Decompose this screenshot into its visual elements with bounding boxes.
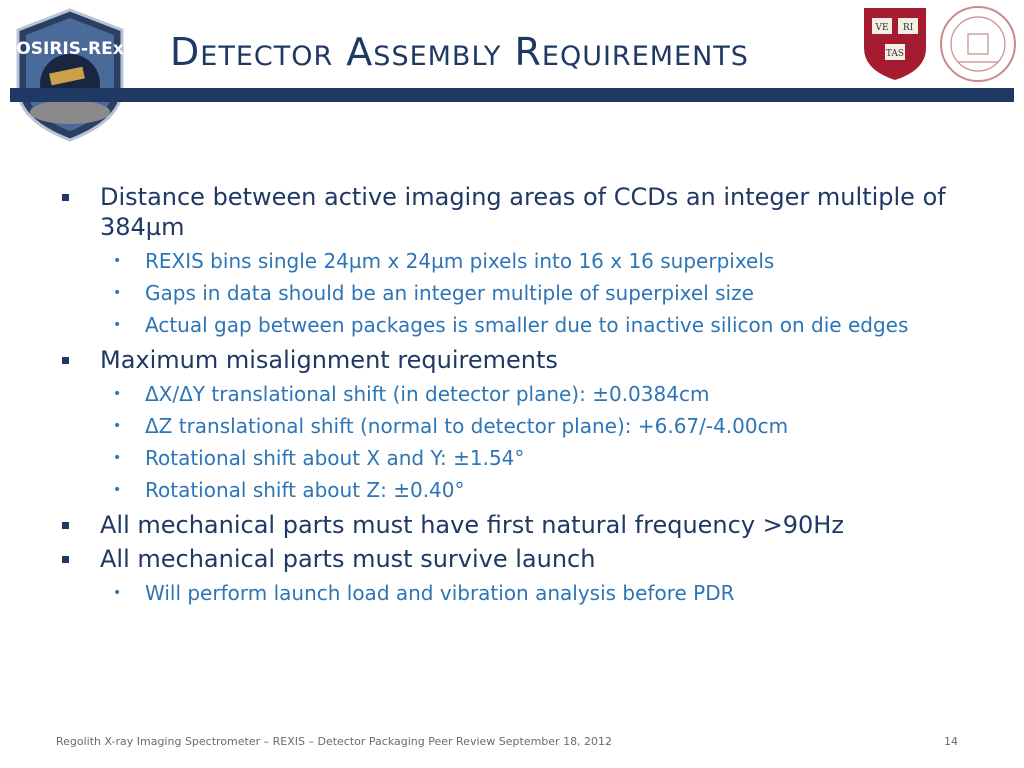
mit-seal-logo: [938, 4, 1018, 84]
page-title: Detector Assembly Requirements: [170, 30, 749, 74]
sub-bullet-2-1: • ΔX/ΔY translational shift (in detector plane): ±0.0384cm: [113, 382, 710, 406]
bullet-3-text: All mechanical parts must have first natural frequency >90Hz: [100, 511, 844, 539]
sub-bullet-1-3: • Actual gap between packages is smaller due to inactive silicon on die edges: [113, 313, 909, 337]
bullet-2: [58, 345, 978, 375]
osiris-rex-logo: [10, 8, 130, 142]
bullet-2-text: Maximum misalignment requirements: [100, 346, 558, 374]
square-bullet-icon: [62, 357, 69, 364]
harvard-ve: VE: [875, 23, 889, 33]
dot-bullet-icon: •: [113, 450, 122, 466]
dot-bullet-icon: •: [113, 285, 122, 301]
bullet-4-text: All mechanical parts must survive launch: [100, 545, 596, 573]
sub-bullet-1-2: • Gaps in data should be an integer multiple of superpixel size: [113, 281, 754, 305]
dot-bullet-icon: •: [113, 585, 122, 601]
square-bullet-icon: [62, 194, 69, 201]
bullet-1-text: Distance between active imaging areas of CCDs an integer multiple of 384µm: [100, 183, 946, 241]
page-number: 14: [944, 735, 958, 748]
sub-bullet-2-2: • ΔZ translational shift (normal to detector plane): +6.67/-4.00cm: [113, 414, 789, 438]
harvard-ri: RI: [902, 23, 914, 33]
square-bullet-icon: [62, 522, 69, 529]
bullet-1: [58, 182, 978, 242]
sub-bullet-2-4: • Rotational shift about Z: ±0.40°: [113, 478, 465, 502]
sub-bullet-4-1: • Will perform launch load and vibration analysis before PDR: [113, 581, 735, 605]
title-bar: [10, 88, 1014, 102]
dot-bullet-icon: •: [113, 386, 122, 402]
sub-bullet-1-1: • REXIS bins single 24µm x 24µm pixels into 16 x 16 superpixels: [113, 249, 775, 273]
dot-bullet-icon: •: [113, 418, 122, 434]
dot-bullet-icon: •: [113, 317, 122, 333]
dot-bullet-icon: •: [113, 482, 122, 498]
footer-text: Regolith X-ray Imaging Spectrometer – REXIS – Detector Packaging Peer Review September 18, 2012: [56, 735, 613, 748]
bullet-3: [58, 510, 978, 540]
osiris-logo-text: OSIRIS-REx: [16, 39, 124, 59]
square-bullet-icon: [62, 556, 69, 563]
harvard-shield-logo: [860, 4, 930, 82]
content-body: [58, 178, 978, 613]
sub-bullet-2-3: • Rotational shift about X and Y: ±1.54°: [113, 446, 525, 470]
bullet-4: [58, 544, 978, 574]
dot-bullet-icon: •: [113, 253, 122, 269]
harvard-tas: TAS: [885, 49, 905, 59]
